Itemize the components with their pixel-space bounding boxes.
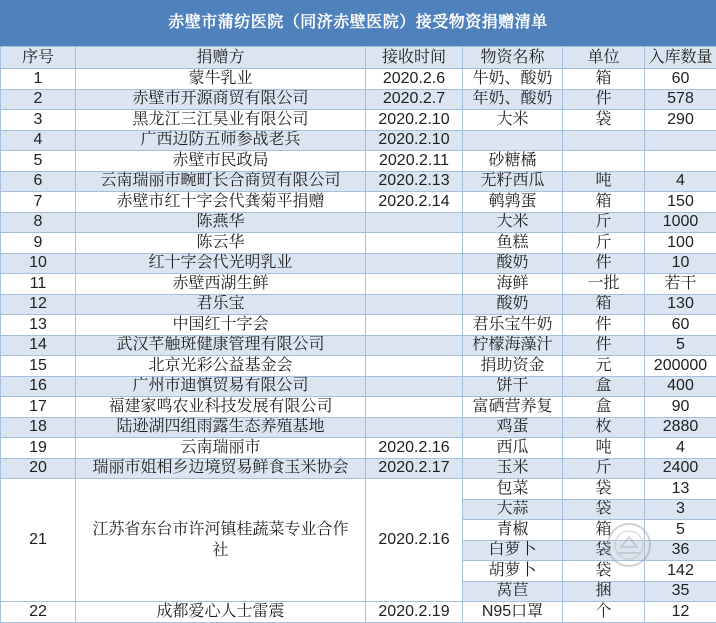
item-name: 玉米 [463,458,563,479]
item-name: 包菜 [463,479,563,500]
item-name: 大米 [463,110,563,131]
table-row [1,89,716,110]
row-number: 19 [1,438,76,459]
item-unit: 袋 [563,110,645,131]
table-row [1,479,716,500]
column-header-unit: 单位 [563,47,645,69]
donor-name: 福建家鸣农业科技发展有限公司 [76,397,366,418]
item-name: 捐助资金 [463,356,563,377]
item-unit: 元 [563,356,645,377]
item-quantity: 150 [645,192,716,213]
item-unit [563,151,645,172]
item-quantity: 60 [645,69,716,90]
table-row [1,130,716,151]
table-row [1,233,716,254]
item-quantity: 578 [645,89,716,110]
row-number: 8 [1,212,76,233]
item-quantity: 2880 [645,417,716,438]
donor-name: 赤壁市开源商贸有限公司 [76,89,366,110]
item-quantity: 142 [645,561,716,582]
item-name: 大蒜 [463,499,563,520]
item-unit: 捆 [563,581,645,602]
item-unit: 个 [563,602,645,623]
item-unit: 件 [563,253,645,274]
donor-name: 蒙牛乳业 [76,69,366,90]
row-number: 12 [1,294,76,315]
receive-date: 2020.2.6 [366,69,463,90]
row-number: 9 [1,233,76,254]
column-header-date: 接收时间 [366,47,463,69]
item-quantity: 5 [645,335,716,356]
row-number: 10 [1,253,76,274]
table-row [1,171,716,192]
item-quantity: 290 [645,110,716,131]
item-quantity: 12 [645,602,716,623]
item-unit: 盒 [563,376,645,397]
table-row [1,253,716,274]
item-name: 胡萝卜 [463,561,563,582]
row-number: 11 [1,274,76,295]
donor-name: 陈燕华 [76,212,366,233]
row-number: 3 [1,110,76,131]
table-row [1,192,716,213]
row-number: 7 [1,192,76,213]
item-unit: 箱 [563,294,645,315]
receive-date [366,294,463,315]
row-number: 4 [1,130,76,151]
column-header-quantity: 入库数量 [645,47,716,69]
donor-name: 陈云华 [76,233,366,254]
table-row [1,151,716,172]
item-quantity: 35 [645,581,716,602]
column-header-item: 物资名称 [463,47,563,69]
item-unit: 箱 [563,192,645,213]
item-unit: 斤 [563,212,645,233]
item-name: 酸奶 [463,294,563,315]
item-quantity: 2400 [645,458,716,479]
donor-name: 赤壁西湖生鲜 [76,274,366,295]
receive-date: 2020.2.11 [366,151,463,172]
row-number: 18 [1,417,76,438]
donor-name: 瑞丽市姐相乡边境贸易鲜食玉米协会 [76,458,366,479]
table-row [1,274,716,295]
donor-name: 君乐宝 [76,294,366,315]
receive-date [366,335,463,356]
table-row [1,69,716,90]
row-number: 16 [1,376,76,397]
item-quantity: 5 [645,520,716,541]
receive-date: 2020.2.7 [366,89,463,110]
row-number: 21 [1,479,76,602]
row-number: 14 [1,335,76,356]
item-quantity: 3 [645,499,716,520]
item-unit: 件 [563,335,645,356]
item-name: 鸡蛋 [463,417,563,438]
donor-name: 黑龙江三江昊业有限公司 [76,110,366,131]
item-name: 柠檬海藻汁 [463,335,563,356]
item-unit: 袋 [563,499,645,520]
item-unit: 箱 [563,69,645,90]
item-name: 鱼糕 [463,233,563,254]
donor-name: 北京光彩公益基金会 [76,356,366,377]
item-quantity: 130 [645,294,716,315]
row-number: 17 [1,397,76,418]
item-unit: 袋 [563,540,645,561]
item-name: 年奶、酸奶 [463,89,563,110]
item-quantity: 13 [645,479,716,500]
item-quantity [645,151,716,172]
column-header-number: 序号 [1,47,76,69]
table-row [1,397,716,418]
receive-date: 2020.2.17 [366,458,463,479]
item-quantity: 10 [645,253,716,274]
table-row [1,458,716,479]
donation-table [0,46,716,623]
donor-name [76,479,366,602]
donor-name: 武汉芊触斑健康管理有限公司 [76,335,366,356]
item-unit [563,130,645,151]
receive-date: 2020.2.16 [366,479,463,602]
donor-name: 云南瑞丽市畹町长合商贸有限公司 [76,171,366,192]
item-unit: 箱 [563,520,645,541]
table-row [1,438,716,459]
table-row [1,315,716,336]
row-number: 15 [1,356,76,377]
item-quantity: 60 [645,315,716,336]
receive-date [366,376,463,397]
table-row [1,294,716,315]
row-number: 2 [1,89,76,110]
item-name: 大米 [463,212,563,233]
row-number: 6 [1,171,76,192]
receive-date: 2020.2.16 [366,438,463,459]
donor-name: 红十字会代光明乳业 [76,253,366,274]
donor-name: 中国红十字会 [76,315,366,336]
receive-date: 2020.2.13 [366,171,463,192]
item-name: 酸奶 [463,253,563,274]
item-unit: 吨 [563,438,645,459]
receive-date [366,397,463,418]
receive-date [366,274,463,295]
item-unit: 一批 [563,274,645,295]
item-name: 牛奶、酸奶 [463,69,563,90]
donor-name: 陆逊湖四组雨露生态养殖基地 [76,417,366,438]
receive-date: 2020.2.19 [366,602,463,623]
item-quantity: 36 [645,540,716,561]
donor-name-text: 江苏省东台市许河镇桂蔬菜专业合作社 [92,521,349,559]
header-row [1,47,716,69]
item-unit: 枚 [563,417,645,438]
item-name: 莴苣 [463,581,563,602]
item-quantity: 4 [645,171,716,192]
table-row [1,110,716,131]
item-unit: 盒 [563,397,645,418]
item-quantity: 若干 [645,274,716,295]
row-number: 5 [1,151,76,172]
donor-name: 广州市迪慎贸易有限公司 [76,376,366,397]
table-row [1,417,716,438]
row-number: 20 [1,458,76,479]
receive-date [366,233,463,254]
item-name [463,130,563,151]
receive-date: 2020.2.10 [366,130,463,151]
item-name: 鹌鹑蛋 [463,192,563,213]
receive-date: 2020.2.14 [366,192,463,213]
donor-name: 成都爱心人士雷震 [76,602,366,623]
item-unit: 袋 [563,561,645,582]
receive-date [366,356,463,377]
item-name: 海鲜 [463,274,563,295]
item-quantity: 1000 [645,212,716,233]
row-number: 22 [1,602,76,623]
donor-name: 广西边防五师参战老兵 [76,130,366,151]
item-name: 富硒营养复 [463,397,563,418]
receive-date [366,315,463,336]
donor-name: 云南瑞丽市 [76,438,366,459]
table-row [1,212,716,233]
column-header-donor: 捐赠方 [76,47,366,69]
table-title: 赤壁市蒲纺医院（同济赤壁医院）接受物资捐赠清单 [0,0,716,46]
table-row [1,335,716,356]
receive-date [366,212,463,233]
row-number: 13 [1,315,76,336]
item-quantity: 100 [645,233,716,254]
item-name: 无籽西瓜 [463,171,563,192]
item-unit: 袋 [563,479,645,500]
item-unit: 斤 [563,233,645,254]
receive-date [366,253,463,274]
table-row [1,376,716,397]
donor-name: 赤壁市民政局 [76,151,366,172]
item-unit: 件 [563,89,645,110]
item-quantity: 400 [645,376,716,397]
table-row [1,602,716,623]
item-unit: 吨 [563,171,645,192]
donor-name: 赤壁市红十字会代龚菊平捐赠 [76,192,366,213]
item-name: 西瓜 [463,438,563,459]
receive-date: 2020.2.10 [366,110,463,131]
item-quantity: 4 [645,438,716,459]
item-name: 砂糖橘 [463,151,563,172]
item-quantity: 90 [645,397,716,418]
item-name: 饼干 [463,376,563,397]
row-number: 1 [1,69,76,90]
item-name: 青椒 [463,520,563,541]
item-unit: 斤 [563,458,645,479]
item-quantity [645,130,716,151]
item-quantity: 200000 [645,356,716,377]
item-name: 白萝卜 [463,540,563,561]
table-row [1,356,716,377]
item-unit: 件 [563,315,645,336]
item-name: 君乐宝牛奶 [463,315,563,336]
item-name: N95口罩 [463,602,563,623]
receive-date [366,417,463,438]
